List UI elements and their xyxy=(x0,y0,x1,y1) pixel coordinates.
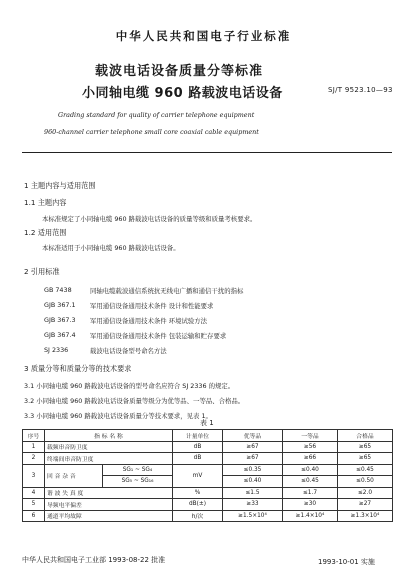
section-1-1-heading: 1.1 主题内容 xyxy=(24,198,67,207)
grading-table xyxy=(22,429,393,522)
english-title-line2: 960-channel carrier telephone small core coaxial cable equipment xyxy=(44,128,259,136)
doc-title-line1: 载波电话设备质量分等标准 xyxy=(95,64,264,79)
section-1-1-text: 本标准规定了小同轴电缆 960 路载波电话设备的质量等级和质量考核要求。 xyxy=(42,215,257,223)
row-subname: SG₅ ~ SG₁₆ xyxy=(103,476,173,488)
ref-code: GJB 367.1 xyxy=(44,301,76,309)
row-grade-premium: ≤1.5 xyxy=(223,487,283,499)
row-grade-first: ≤1.7 xyxy=(283,487,338,499)
table-row xyxy=(23,510,393,522)
row-grade-premium: ≥67 xyxy=(223,441,283,453)
table-row xyxy=(23,499,393,511)
header-cell: 计量单位 xyxy=(173,430,223,442)
row-grade-premium: ≥1.5×10⁴ xyxy=(223,510,283,522)
section-1-2-heading: 1.2 适用范围 xyxy=(24,228,67,237)
row-grade-qualified: ≥65 xyxy=(338,453,393,465)
table-row xyxy=(23,453,393,465)
section-3-1-text: 3.1 小同轴电缆 960 路载波电话设备的型号命名应符合 SJ 2336 的规定。 xyxy=(24,382,235,390)
section-2-heading: 2 引用标准 xyxy=(24,267,60,276)
table-caption: 表 1 xyxy=(200,419,214,427)
row-grade-qualified: ≤0.50 xyxy=(338,476,393,488)
section-1-heading: 1 主题内容与适用范围 xyxy=(24,181,96,190)
ref-code: SJ 2336 xyxy=(44,346,69,354)
header-cell: 指 标 名 称 xyxy=(45,430,173,442)
ref-code: GJB 367.4 xyxy=(44,331,76,339)
ref-code: GB 7438 xyxy=(44,286,72,294)
row-grade-qualified: ≥65 xyxy=(338,441,393,453)
row-unit: mV xyxy=(173,464,223,487)
row-name: 谐 波 失 真 度 xyxy=(45,487,173,499)
standard-number: SJ/T 9523.10—93 xyxy=(328,86,393,94)
row-grade-first: ≤0.45 xyxy=(283,476,338,488)
row-number: 1 xyxy=(23,441,45,453)
row-number: 2 xyxy=(23,453,45,465)
row-number: 6 xyxy=(23,510,45,522)
row-number: 4 xyxy=(23,487,45,499)
row-grade-first: ≥1.4×10⁴ xyxy=(283,510,338,522)
section-3-3-text: 3.3 小同轴电缆 960 路载波电话设备质量分等技术要求，见表 1。 xyxy=(24,412,212,420)
table-row xyxy=(23,441,393,453)
title-divider xyxy=(22,152,392,153)
approval-line: 中华人民共和国电子工业部 1993-08-22 批准 xyxy=(22,556,166,564)
table-row xyxy=(23,487,393,499)
english-title-line1: Grading standard for quality of carrier telephone equipment xyxy=(58,111,255,119)
section-3-2-text: 3.2 小同轴电缆 960 路载波电话设备质量等级分为优等品、一等品、合格品。 xyxy=(24,397,245,405)
table-header-row xyxy=(23,430,393,442)
row-unit: h/次 xyxy=(173,510,223,522)
ref-text: 载波电话设备型号命名方法 xyxy=(90,347,167,355)
row-grade-first: ≥30 xyxy=(283,499,338,511)
ref-text: 军用通信设备通用技术条件 环境试验方法 xyxy=(90,317,208,325)
row-grade-premium: ≥67 xyxy=(223,453,283,465)
row-grade-qualified: ≤2.0 xyxy=(338,487,393,499)
table-row xyxy=(23,464,393,476)
row-unit: dB xyxy=(173,453,223,465)
standard-header: 中华人民共和国电子行业标准 xyxy=(115,29,292,43)
row-grade-first: ≥66 xyxy=(283,453,338,465)
ref-code: GJB 367.3 xyxy=(44,316,76,324)
row-unit: dB xyxy=(173,441,223,453)
row-number: 5 xyxy=(23,499,45,511)
section-1-2-text: 本标准适用于小同轴电缆 960 路载波电话设备。 xyxy=(42,244,180,252)
row-number: 3 xyxy=(23,464,45,487)
row-name: 通道平均故障 xyxy=(45,510,173,522)
ref-text: 军用通信设备通用技术条件 设计和性能要求 xyxy=(90,302,214,310)
implementation-date: 1993-10-01 实施 xyxy=(318,558,375,566)
row-name: 回 音 杂 音 xyxy=(45,464,103,487)
row-name: 终端间串音防卫度 xyxy=(45,453,173,465)
row-grade-qualified: ≤0.45 xyxy=(338,464,393,476)
row-grade-first: ≥56 xyxy=(283,441,338,453)
ref-text: 同轴电缆载波通信系统抗无线电广播和通信干扰的指标 xyxy=(90,287,244,295)
header-cell: 一等品 xyxy=(283,430,338,442)
row-grade-first: ≤0.40 xyxy=(283,464,338,476)
row-unit: % xyxy=(173,487,223,499)
ref-text: 军用通信设备通用技术条件 包装运输和贮存要求 xyxy=(90,332,227,340)
header-cell: 合格品 xyxy=(338,430,393,442)
header-cell: 序号 xyxy=(23,430,45,442)
row-grade-premium: ≥33 xyxy=(223,499,283,511)
doc-title-line2: 小同轴电缆 960 路载波电话设备 xyxy=(82,86,283,101)
row-grade-premium: ≤0.35 xyxy=(223,464,283,476)
header-cell: 优等品 xyxy=(223,430,283,442)
row-subname: SG₁ ~ SG₄ xyxy=(103,464,173,476)
row-grade-qualified: ≥1.3×10⁴ xyxy=(338,510,393,522)
row-grade-qualified: ≥27 xyxy=(338,499,393,511)
row-unit: dB(±) xyxy=(173,499,223,511)
row-name: 导频电平偏差 xyxy=(45,499,173,511)
row-name: 载频串音防卫度 xyxy=(45,441,173,453)
row-grade-premium: ≤0.40 xyxy=(223,476,283,488)
section-3-heading: 3 质量分等和质量分等的技术要求 xyxy=(24,364,132,373)
